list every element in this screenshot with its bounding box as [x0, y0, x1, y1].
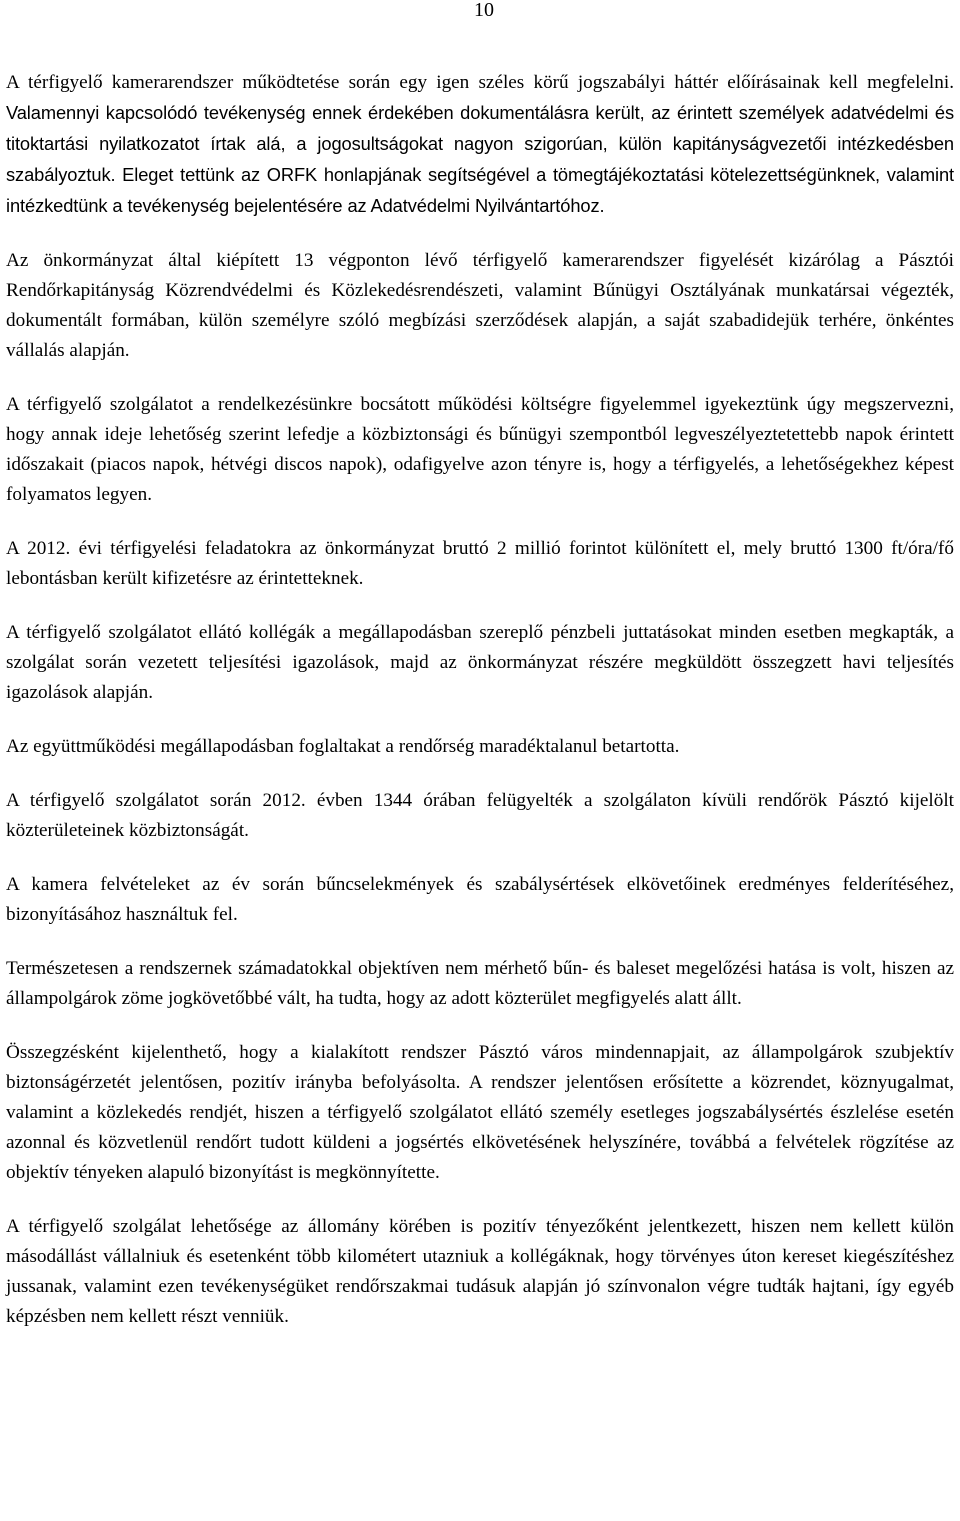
paragraph-staff-benefits: A térfigyelő szolgálat lehetősége az állomány körében is pozitív tényezőként jelentkezett, hiszen nem kellett külön másodállást vállalniuk és esetenként több kilométert utazniuk a kollégáknak, hogy törvényes úton kereset kiegészítéshez jussanak, valamint ezen tevékenységüket rendőrszakmai tudásuk alapján jó színvonalon végre tudták hajtani, így egyéb képzésben nem kellett részt venniük.: [6, 1216, 954, 1327]
paragraph-summary: Összegzésként kijelenthető, hogy a kialakított rendszer Pásztó város mindennapjait, az állampolgárok szubjektív biztonságérzetét jelentősen, pozitív irányba befolyásolta. A rendszer jelentősen erősítette a közrendet, köznyugalmat, valamint a közlekedés rendjét, hiszen a térfigyelő szolgálatot ellátó személy esetleges jogszabálysértés észlelése esetén azonnal és közvetlenül rendőrt tudott küldeni a jogsértés elkövetésének helyszínére, továbbá a felvételek rögzítése az objektív tényeken alapuló bizonyítást is megkönnyítette.: [6, 1042, 954, 1183]
paragraph-agreement: Az együttműködési megállapodásban foglaltakat a rendőrség maradéktalanul betartotta.: [6, 736, 680, 757]
paragraph-camera-monitoring: Az önkormányzat által kiépített 13 végponton lévő térfigyelő kamerarendszer figyelését kizárólag a Pásztói Rendőrkapitányság Közrendvédelmi és Közlekedésrendészeti, valamint Bűnügyi Osztályának munkatársai végezték, dokumentált formában, külön személyre szóló megbízási szerződések alapján, a saját szabadidejük terhére, önkéntes vállalás alapján.: [6, 250, 954, 361]
paragraph-prevention: Természetesen a rendszernek számadatokkal objektíven nem mérhető bűn- és baleset megelőzési hatása is volt, hiszen az állampolgárok zöme jogkövetőbbé vált, ha tudta, hogy az adott közterület megfigyelés alatt állt.: [6, 958, 954, 1009]
document-body: [6, 67, 954, 1356]
paragraph-legal-background-body: Valamennyi kapcsolódó tevékenység ennek érdekében dokumentálásra került, az érintett személyek adatvédelmi és titoktartási nyilatkozatot írtak alá, a jogosultságokat nagyon szigorúan, külön kapitányságvezetői intézkedésben szabályoztuk. Eleget tettünk az ORFK honlapjának segítségével a tömegtájékoztatási kötelezettségünknek, valamint intézkedtünk a tevékenység bejelentésére az Adatvédelmi Nyilvántartóhoz.: [6, 102, 954, 216]
paragraph-recordings: A kamera felvételeket az év során bűncselekmények és szabálysértések elkövetőinek eredményes felderítéséhez, bizonyításához használtuk fel.: [6, 874, 954, 925]
paragraph-legal-background-intro: A térfigyelő kamerarendszer működtetése során egy igen széles körű jogszabályi háttér előírásainak kell megfelelni.: [6, 72, 954, 93]
paragraph-budget: A 2012. évi térfigyelési feladatokra az önkormányzat bruttó 2 millió forintot különített el, mely bruttó 1300 ft/óra/fő lebontásban került kifizetésre az érintetteknek.: [6, 538, 954, 589]
paragraph-service-organization: A térfigyelő szolgálatot a rendelkezésünkre bocsátott működési költségre figyelemmel igyekeztünk úgy megszervezni, hogy annak ideje lehetőség szerint lefedje a közbiztonsági és bűnügyi szempontból legveszélyeztetettebb napok érintett időszakait (piacos napok, hétvégi discos napok), odafigyelve azon tényre is, hogy a térfigyelés, a lehetőségekhez képest folyamatos legyen.: [6, 394, 954, 505]
paragraph-payments: A térfigyelő szolgálatot ellátó kollégák a megállapodásban szereplő pénzbeli juttatásokat minden esetben megkapták, a szolgálat során vezetett teljesítési igazolások, majd az önkormányzat részére megküldött összegzett havi teljesítés igazolások alapján.: [6, 622, 954, 703]
page-number: 10: [474, 0, 494, 21]
paragraph-hours: A térfigyelő szolgálatot során 2012. évben 1344 órában felügyelték a szolgálaton kívüli rendőrök Pásztó kijelölt közterületeinek közbiztonságát.: [6, 790, 954, 841]
paragraph-legal-background: [6, 67, 954, 222]
